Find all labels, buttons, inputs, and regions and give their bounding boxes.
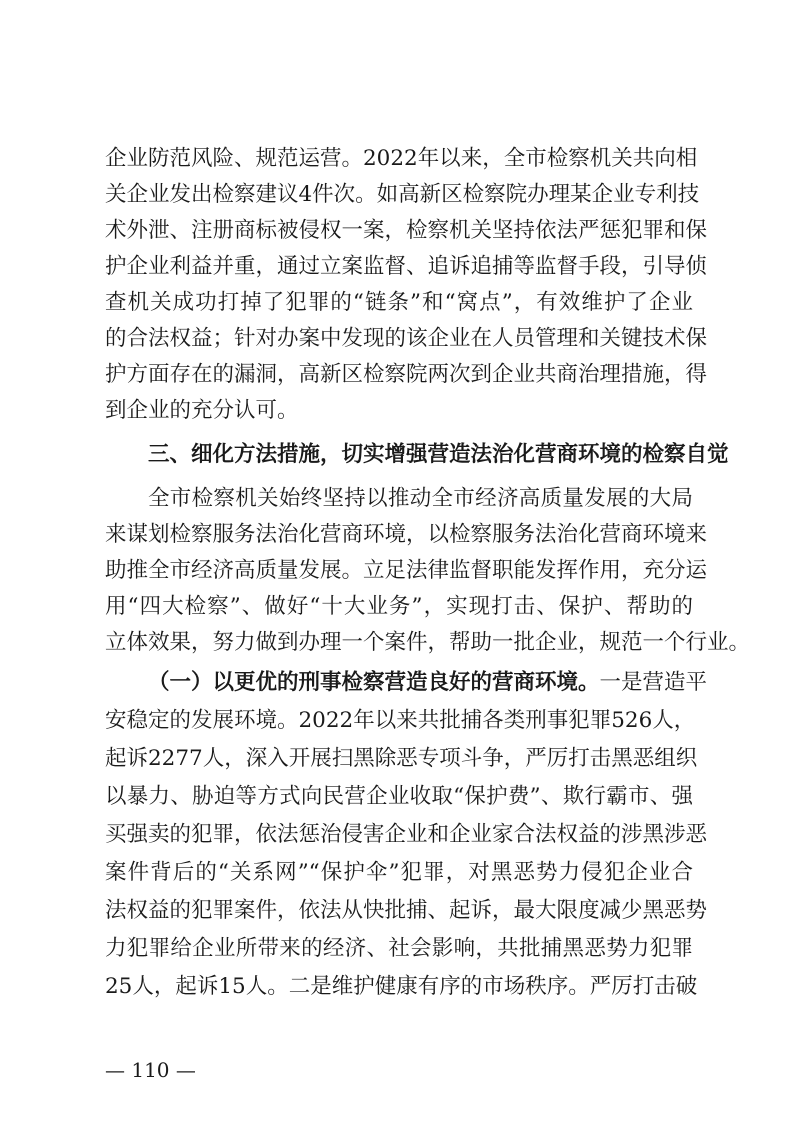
paragraph-line: 立体效果，努力做到办理一个案件，帮助一批企业，规范一个行业。 (105, 630, 751, 655)
paragraph-line: 助推全市经济高质量发展。立足法律监督职能发挥作用，充分运 (105, 558, 708, 583)
section-heading: 三、细化方法措施，切实增强营造法治化营商环境的检察自觉 (148, 442, 729, 467)
paragraph-line: 来谋划检察服务法治化营商环境，以检察服务法治化营商环境来 (105, 522, 708, 547)
paragraph-line: 以暴力、胁迫等方式向民营企业收取“保护费”、欺行霸市、强 (105, 784, 693, 809)
subsection-heading: （一）以更优的刑事检察营造良好的营商环境。 (148, 670, 600, 695)
paragraph-line: 护企业利益并重，通过立案监督、追诉追捕等监督手段，引导侦 (105, 254, 708, 279)
paragraph-line: 全市检察机关始终坚持以推动全市经济高质量发展的大局 (148, 486, 693, 511)
paragraph-line: 买强卖的犯罪，依法惩治侵害企业和企业家合法权益的涉黑涉恶 (105, 822, 708, 847)
paragraph-line: 起诉2277人，深入开展扫黑除恶专项斗争，严厉打击黑恶组织 (105, 746, 698, 771)
paragraph-text: 一是营造平 (599, 670, 708, 695)
paragraph-line: 用“四大检察”、做好“十大业务”，实现打击、保护、帮助的 (105, 594, 693, 619)
paragraph-line: 法权益的犯罪案件，依法从快批捕、起诉，最大限度减少黑恶势 (105, 898, 708, 923)
paragraph-line: 查机关成功打掉了犯罪的“链条”和“窝点”，有效维护了企业 (105, 290, 693, 315)
paragraph-line: 案件背后的“关系网”“保护伞”犯罪，对黑恶势力侵犯企业合 (105, 860, 693, 885)
paragraph-line: 关企业发出检察建议4件次。如高新区检察院办理某企业专利技 (105, 182, 700, 207)
paragraph-line: 的合法权益；针对办案中发现的该企业在人员管理和关键技术保 (105, 326, 708, 351)
paragraph-line: 到企业的充分认可。 (105, 398, 299, 423)
paragraph-line: 术外泄、注册商标被侵权一案，检察机关坚持依法严惩犯罪和保 (105, 218, 708, 243)
page-number: — 110 — (105, 1058, 196, 1082)
paragraph-line: 25人，起诉15人。二是维护健康有序的市场秩序。严厉打击破 (105, 974, 698, 999)
paragraph-line: 护方面存在的漏洞，高新区检察院两次到企业共商治理措施，得 (105, 362, 708, 387)
paragraph-line: 安稳定的发展环境。2022年以来共批捕各类刑事犯罪526人， (105, 708, 696, 733)
paragraph-first-line (148, 668, 708, 698)
paragraph-line: 力犯罪给企业所带来的经济、社会影响，共批捕黑恶势力犯罪 (105, 936, 693, 961)
paragraph-line: 企业防范风险、规范运营。2022年以来，全市检察机关共向相 (105, 146, 698, 171)
